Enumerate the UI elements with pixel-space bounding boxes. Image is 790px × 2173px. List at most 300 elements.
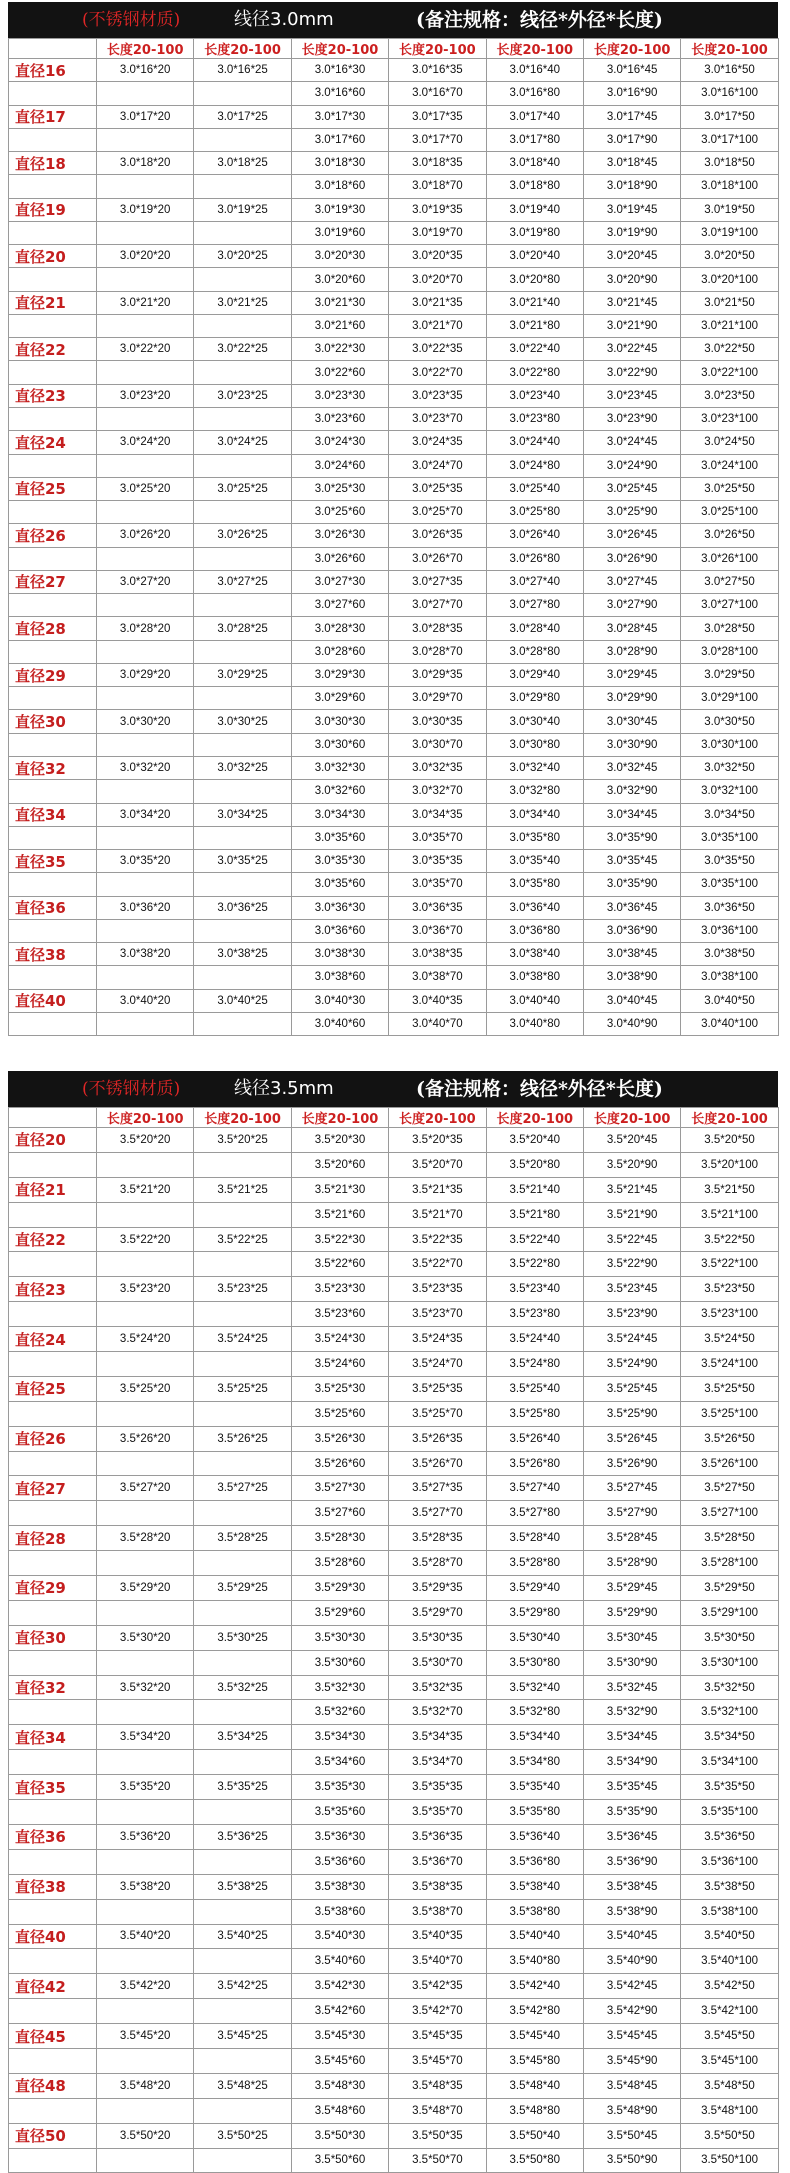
- spec-cell: 3.0*23*50: [681, 384, 778, 407]
- spec-cell: 3.5*25*90: [583, 1401, 680, 1426]
- spec-cell: 3.0*20*45: [583, 245, 680, 268]
- header-row: [9, 39, 779, 59]
- spec-cell: 3.5*22*40: [486, 1227, 583, 1252]
- header-cell-length: 长度20-100: [291, 39, 388, 59]
- spec-cell: [194, 594, 291, 617]
- spec-cell: 3.5*25*45: [583, 1376, 680, 1401]
- spec-cell: 3.0*34*30: [291, 803, 388, 826]
- spec-cell: 3.5*40*50: [681, 1924, 778, 1949]
- spec-cell: [194, 82, 291, 105]
- spec-cell: [194, 1800, 291, 1825]
- diameter-label: 直径25: [9, 1376, 97, 1401]
- spec-cell: 3.5*40*40: [486, 1924, 583, 1949]
- diameter-label: [9, 1551, 97, 1576]
- spec-cell: 3.0*32*20: [97, 756, 194, 779]
- spec-cell: 3.0*26*30: [291, 524, 388, 547]
- spec-cell: 3.5*25*80: [486, 1401, 583, 1426]
- spec-cell: 3.0*29*90: [583, 687, 680, 710]
- spec-cell: 3.5*42*80: [486, 1999, 583, 2024]
- spec-cell: 3.0*18*90: [583, 175, 680, 198]
- spec-cell: [97, 1849, 194, 1874]
- spec-cell: 3.5*26*45: [583, 1426, 680, 1451]
- table-row: [9, 128, 779, 151]
- spec-cell: 3.0*16*45: [583, 59, 680, 82]
- diameter-label: [9, 1899, 97, 1924]
- spec-cell: 3.5*36*60: [291, 1849, 388, 1874]
- spec-cell: 3.0*26*45: [583, 524, 680, 547]
- spec-cell: 3.0*32*40: [486, 756, 583, 779]
- spec-cell: 3.0*26*50: [681, 524, 778, 547]
- spec-cell: 3.0*38*90: [583, 966, 680, 989]
- spec-cell: 3.0*28*45: [583, 617, 680, 640]
- spec-cell: 3.5*21*20: [97, 1177, 194, 1202]
- spec-cell: 3.5*34*100: [681, 1750, 778, 1775]
- spec-cell: 3.0*16*35: [389, 59, 486, 82]
- spec-cell: 3.5*42*30: [291, 1974, 388, 1999]
- spec-cell: 3.5*34*30: [291, 1725, 388, 1750]
- spec-cell: 3.5*48*50: [681, 2073, 778, 2098]
- spec-cell: 3.0*29*80: [486, 687, 583, 710]
- spec-cell: 3.0*19*60: [291, 221, 388, 244]
- spec-cell: 3.0*23*60: [291, 407, 388, 430]
- diameter-label: [9, 1849, 97, 1874]
- spec-cell: 3.0*22*45: [583, 338, 680, 361]
- spec-cell: 3.0*20*30: [291, 245, 388, 268]
- spec-cell: 3.0*25*45: [583, 477, 680, 500]
- spec-cell: 3.0*20*50: [681, 245, 778, 268]
- spec-cell: 3.0*36*30: [291, 896, 388, 919]
- spec-cell: 3.5*22*25: [194, 1227, 291, 1252]
- spec-cell: 3.5*24*30: [291, 1327, 388, 1352]
- table-row: [9, 501, 779, 524]
- spec-cell: 3.0*24*40: [486, 431, 583, 454]
- diameter-label: [9, 221, 97, 244]
- spec-cell: 3.0*20*70: [389, 268, 486, 291]
- spec-cell: 3.0*26*80: [486, 547, 583, 570]
- table-row: [9, 1625, 779, 1650]
- spec-cell: 3.5*38*100: [681, 1899, 778, 1924]
- table-row: [9, 1476, 779, 1501]
- spec-cell: 3.5*22*80: [486, 1252, 583, 1277]
- spec-cell: 3.5*20*70: [389, 1152, 486, 1177]
- spec-cell: 3.0*38*70: [389, 966, 486, 989]
- spec-cell: 3.5*42*100: [681, 1999, 778, 2024]
- spec-cell: 3.0*30*90: [583, 733, 680, 756]
- spec-cell: 3.5*28*60: [291, 1551, 388, 1576]
- table-row: [9, 710, 779, 733]
- diameter-label: 直径28: [9, 1526, 97, 1551]
- spec-cell: 3.0*26*90: [583, 547, 680, 570]
- spec-cell: 3.5*29*90: [583, 1600, 680, 1625]
- spec-cell: [194, 2048, 291, 2073]
- diameter-label: [9, 1302, 97, 1327]
- spec-cell: 3.5*26*100: [681, 1451, 778, 1476]
- spec-cell: 3.0*36*50: [681, 896, 778, 919]
- spec-cell: 3.5*25*100: [681, 1401, 778, 1426]
- spec-cell: [194, 268, 291, 291]
- spec-cell: [97, 1401, 194, 1426]
- header-cell-length: 长度20-100: [486, 1108, 583, 1128]
- diameter-label: 直径20: [9, 1128, 97, 1153]
- spec-cell: 3.0*38*30: [291, 943, 388, 966]
- spec-cell: 3.5*30*30: [291, 1625, 388, 1650]
- table-row: [9, 617, 779, 640]
- spec-cell: 3.5*29*35: [389, 1576, 486, 1601]
- diameter-label: 直径40: [9, 989, 97, 1012]
- spec-cell: 3.5*23*90: [583, 1302, 680, 1327]
- spec-cell: 3.0*28*70: [389, 640, 486, 663]
- spec-cell: 3.0*22*40: [486, 338, 583, 361]
- spec-cell: [194, 1600, 291, 1625]
- table-row: [9, 2148, 779, 2173]
- table-row: [9, 82, 779, 105]
- spec-cell: [97, 687, 194, 710]
- spec-cell: [194, 640, 291, 663]
- spec-cell: 3.5*35*90: [583, 1800, 680, 1825]
- spec-cell: [97, 594, 194, 617]
- spec-cell: 3.5*28*70: [389, 1551, 486, 1576]
- spec-cell: 3.5*50*70: [389, 2148, 486, 2173]
- diameter-label: [9, 128, 97, 151]
- spec-cell: 3.0*35*30: [291, 850, 388, 873]
- table-row: [9, 1327, 779, 1352]
- spec-cell: 3.5*23*35: [389, 1277, 486, 1302]
- spec-cell: 3.5*38*25: [194, 1874, 291, 1899]
- spec-cell: 3.5*22*90: [583, 1252, 680, 1277]
- spec-cell: [97, 1600, 194, 1625]
- spec-cell: 3.0*35*90: [583, 826, 680, 849]
- spec-cell: 3.5*48*70: [389, 2098, 486, 2123]
- spec-cell: 3.0*35*20: [97, 850, 194, 873]
- section-banner: [8, 2, 778, 38]
- spec-cell: 3.5*24*70: [389, 1352, 486, 1377]
- spec-cell: 3.5*27*35: [389, 1476, 486, 1501]
- diameter-label: [9, 1012, 97, 1035]
- spec-cell: 3.5*36*40: [486, 1824, 583, 1849]
- spec-cell: 3.0*18*50: [681, 152, 778, 175]
- spec-cell: [194, 873, 291, 896]
- spec-cell: 3.0*30*20: [97, 710, 194, 733]
- spec-cell: [97, 501, 194, 524]
- spec-cell: [194, 1302, 291, 1327]
- spec-cell: 3.0*40*20: [97, 989, 194, 1012]
- spec-cell: [194, 128, 291, 151]
- table-row: [9, 780, 779, 803]
- spec-cell: [97, 1501, 194, 1526]
- spec-cell: 3.0*16*20: [97, 59, 194, 82]
- spec-cell: 3.0*27*25: [194, 570, 291, 593]
- spec-cell: 3.0*28*40: [486, 617, 583, 640]
- spec-cell: 3.5*50*50: [681, 2123, 778, 2148]
- spec-cell: 3.0*40*35: [389, 989, 486, 1012]
- table-row: [9, 873, 779, 896]
- diameter-label: 直径32: [9, 756, 97, 779]
- spec-cell: 3.0*17*100: [681, 128, 778, 151]
- spec-cell: 3.5*25*30: [291, 1376, 388, 1401]
- table-row: [9, 454, 779, 477]
- spec-cell: 3.0*27*50: [681, 570, 778, 593]
- diameter-label: [9, 873, 97, 896]
- spec-cell: [97, 1302, 194, 1327]
- spec-cell: 3.5*50*35: [389, 2123, 486, 2148]
- diameter-label: [9, 2098, 97, 2123]
- spec-cell: 3.5*36*30: [291, 1824, 388, 1849]
- spec-cell: 3.5*27*20: [97, 1476, 194, 1501]
- spec-cell: 3.5*45*45: [583, 2024, 680, 2049]
- spec-cell: [194, 314, 291, 337]
- spec-cell: 3.5*48*30: [291, 2073, 388, 2098]
- diameter-label: 直径23: [9, 384, 97, 407]
- spec-cell: 3.5*42*25: [194, 1974, 291, 1999]
- spec-cell: 3.5*21*70: [389, 1202, 486, 1227]
- spec-cell: 3.0*22*50: [681, 338, 778, 361]
- spec-cell: [194, 547, 291, 570]
- diameter-label: 直径19: [9, 198, 97, 221]
- spec-cell: [97, 1012, 194, 1035]
- spec-cell: 3.0*25*25: [194, 477, 291, 500]
- diameter-label: [9, 547, 97, 570]
- spec-cell: 3.0*34*25: [194, 803, 291, 826]
- spec-cell: 3.0*28*90: [583, 640, 680, 663]
- spec-cell: 3.0*25*60: [291, 501, 388, 524]
- spec-cell: 3.0*22*35: [389, 338, 486, 361]
- spec-cell: 3.5*27*45: [583, 1476, 680, 1501]
- spec-cell: 3.5*28*100: [681, 1551, 778, 1576]
- table-row: [9, 1750, 779, 1775]
- spec-cell: 3.0*29*25: [194, 663, 291, 686]
- spec-cell: 3.5*20*40: [486, 1128, 583, 1153]
- spec-cell: 3.0*22*70: [389, 361, 486, 384]
- table-row: [9, 105, 779, 128]
- diameter-label: 直径24: [9, 431, 97, 454]
- header-cell-length: 长度20-100: [583, 1108, 680, 1128]
- spec-cell: 3.0*35*35: [389, 850, 486, 873]
- spec-cell: [97, 314, 194, 337]
- table-row: [9, 1128, 779, 1153]
- spec-cell: 3.5*40*35: [389, 1924, 486, 1949]
- spec-cell: 3.0*22*90: [583, 361, 680, 384]
- spec-cell: 3.5*21*30: [291, 1177, 388, 1202]
- table-row: [9, 570, 779, 593]
- spec-cell: 3.0*26*70: [389, 547, 486, 570]
- spec-cell: 3.5*38*60: [291, 1899, 388, 1924]
- table-row: [9, 1177, 779, 1202]
- spec-cell: 3.0*32*70: [389, 780, 486, 803]
- spec-cell: 3.5*30*40: [486, 1625, 583, 1650]
- spec-cell: [97, 82, 194, 105]
- spec-section-3-5mm: [8, 1071, 778, 2173]
- spec-cell: 3.0*22*60: [291, 361, 388, 384]
- spec-cell: 3.0*30*45: [583, 710, 680, 733]
- spec-cell: [97, 1949, 194, 1974]
- table-row: [9, 989, 779, 1012]
- diameter-label: [9, 175, 97, 198]
- spec-cell: 3.0*17*80: [486, 128, 583, 151]
- spec-cell: 3.0*36*70: [389, 919, 486, 942]
- spec-cell: 3.0*17*35: [389, 105, 486, 128]
- table-row: [9, 663, 779, 686]
- spec-cell: 3.0*36*60: [291, 919, 388, 942]
- spec-cell: 3.0*34*50: [681, 803, 778, 826]
- spec-cell: 3.0*36*80: [486, 919, 583, 942]
- spec-cell: [194, 221, 291, 244]
- spec-cell: [194, 1551, 291, 1576]
- diameter-label: 直径18: [9, 152, 97, 175]
- header-cell-length: 长度20-100: [486, 39, 583, 59]
- spec-cell: 3.5*42*20: [97, 1974, 194, 1999]
- spec-cell: 3.5*25*60: [291, 1401, 388, 1426]
- spec-cell: 3.0*32*50: [681, 756, 778, 779]
- spec-cell: 3.5*50*20: [97, 2123, 194, 2148]
- spec-cell: 3.5*26*30: [291, 1426, 388, 1451]
- spec-cell: [97, 1650, 194, 1675]
- spec-cell: 3.0*40*100: [681, 1012, 778, 1035]
- spec-cell: 3.0*35*45: [583, 850, 680, 873]
- spec-cell: 3.0*19*35: [389, 198, 486, 221]
- spec-cell: 3.5*24*25: [194, 1327, 291, 1352]
- spec-cell: 3.0*32*90: [583, 780, 680, 803]
- spec-cell: [97, 2048, 194, 2073]
- diameter-label: [9, 407, 97, 430]
- spec-cell: 3.0*24*50: [681, 431, 778, 454]
- spec-cell: [194, 1451, 291, 1476]
- spec-cell: 3.5*48*35: [389, 2073, 486, 2098]
- spec-cell: 3.5*22*30: [291, 1227, 388, 1252]
- spec-cell: 3.0*27*20: [97, 570, 194, 593]
- spec-table: [8, 38, 779, 1036]
- spec-cell: 3.0*38*40: [486, 943, 583, 966]
- spec-cell: 3.0*25*35: [389, 477, 486, 500]
- spec-cell: [194, 1501, 291, 1526]
- diameter-label: [9, 2148, 97, 2173]
- spec-cell: 3.0*19*100: [681, 221, 778, 244]
- spec-cell: 3.5*20*60: [291, 1152, 388, 1177]
- table-row: [9, 1152, 779, 1177]
- spec-cell: 3.5*29*30: [291, 1576, 388, 1601]
- spec-cell: 3.5*35*70: [389, 1800, 486, 1825]
- table-row: [9, 966, 779, 989]
- spec-cell: 3.5*26*70: [389, 1451, 486, 1476]
- spec-cell: 3.0*24*90: [583, 454, 680, 477]
- spec-cell: 3.5*40*70: [389, 1949, 486, 1974]
- table-row: [9, 1501, 779, 1526]
- diameter-label: 直径38: [9, 943, 97, 966]
- table-row: [9, 1775, 779, 1800]
- diameter-label: [9, 1700, 97, 1725]
- spec-cell: 3.0*20*35: [389, 245, 486, 268]
- spec-cell: [97, 407, 194, 430]
- spec-cell: 3.5*26*40: [486, 1426, 583, 1451]
- table-row: [9, 2048, 779, 2073]
- diameter-label: [9, 501, 97, 524]
- spec-cell: 3.5*35*100: [681, 1800, 778, 1825]
- spec-cell: 3.5*23*25: [194, 1277, 291, 1302]
- spec-cell: [97, 454, 194, 477]
- spec-cell: 3.5*36*90: [583, 1849, 680, 1874]
- spec-table: [8, 1107, 779, 2173]
- spec-cell: [97, 2148, 194, 2173]
- spec-cell: [97, 1551, 194, 1576]
- wire-diameter-label: 线径3.5mm: [234, 1078, 334, 1099]
- diameter-label: 直径26: [9, 524, 97, 547]
- spec-cell: 3.5*30*20: [97, 1625, 194, 1650]
- spec-cell: 3.5*42*45: [583, 1974, 680, 1999]
- spec-cell: 3.0*17*60: [291, 128, 388, 151]
- spec-cell: 3.0*35*100: [681, 873, 778, 896]
- spec-cell: 3.0*19*30: [291, 198, 388, 221]
- spec-cell: 3.0*16*40: [486, 59, 583, 82]
- diameter-label: 直径23: [9, 1277, 97, 1302]
- spec-cell: 3.0*40*45: [583, 989, 680, 1012]
- spec-cell: 3.5*34*25: [194, 1725, 291, 1750]
- diameter-label: [9, 640, 97, 663]
- diameter-label: [9, 1800, 97, 1825]
- spec-cell: 3.0*36*90: [583, 919, 680, 942]
- spec-cell: 3.5*48*20: [97, 2073, 194, 2098]
- spec-cell: 3.5*29*60: [291, 1600, 388, 1625]
- table-row: [9, 59, 779, 82]
- spec-cell: [97, 1451, 194, 1476]
- diameter-label: [9, 82, 97, 105]
- spec-cell: 3.5*22*35: [389, 1227, 486, 1252]
- spec-cell: [194, 1401, 291, 1426]
- table-row: [9, 1725, 779, 1750]
- spec-cell: 3.0*20*25: [194, 245, 291, 268]
- diameter-label: 直径22: [9, 338, 97, 361]
- header-cell-length: 长度20-100: [389, 39, 486, 59]
- spec-cell: 3.5*23*45: [583, 1277, 680, 1302]
- spec-cell: 3.0*21*80: [486, 314, 583, 337]
- table-row: [9, 314, 779, 337]
- spec-cell: 3.0*32*45: [583, 756, 680, 779]
- spec-cell: 3.5*29*20: [97, 1576, 194, 1601]
- table-row: [9, 221, 779, 244]
- spec-cell: 3.0*34*45: [583, 803, 680, 826]
- diameter-label: [9, 1451, 97, 1476]
- spec-cell: 3.0*32*25: [194, 756, 291, 779]
- spec-cell: 3.5*23*100: [681, 1302, 778, 1327]
- diameter-label: [9, 361, 97, 384]
- spec-cell: 3.5*35*50: [681, 1775, 778, 1800]
- spec-cell: 3.5*30*70: [389, 1650, 486, 1675]
- spec-cell: 3.0*18*70: [389, 175, 486, 198]
- spec-cell: 3.5*45*50: [681, 2024, 778, 2049]
- spec-cell: 3.5*28*35: [389, 1526, 486, 1551]
- spec-cell: 3.5*32*100: [681, 1700, 778, 1725]
- spec-cell: 3.0*35*80: [486, 873, 583, 896]
- header-cell-length: 长度20-100: [389, 1108, 486, 1128]
- spec-cell: 3.5*34*40: [486, 1725, 583, 1750]
- table-row: [9, 896, 779, 919]
- spec-cell: 3.5*21*90: [583, 1202, 680, 1227]
- spec-cell: 3.0*17*45: [583, 105, 680, 128]
- spec-cell: [97, 1750, 194, 1775]
- spec-cell: 3.5*34*90: [583, 1750, 680, 1775]
- spec-cell: 3.5*23*30: [291, 1277, 388, 1302]
- spec-cell: 3.5*35*30: [291, 1775, 388, 1800]
- spec-cell: 3.5*20*25: [194, 1128, 291, 1153]
- diameter-label: 直径34: [9, 803, 97, 826]
- diameter-label: [9, 687, 97, 710]
- spec-cell: [97, 1999, 194, 2024]
- spec-cell: 3.5*50*60: [291, 2148, 388, 2173]
- header-cell-length: 长度20-100: [194, 1108, 291, 1128]
- spec-cell: 3.5*36*20: [97, 1824, 194, 1849]
- spec-cell: 3.0*27*35: [389, 570, 486, 593]
- spec-cell: 3.0*16*60: [291, 82, 388, 105]
- spec-cell: 3.5*32*80: [486, 1700, 583, 1725]
- spec-cell: 3.5*26*35: [389, 1426, 486, 1451]
